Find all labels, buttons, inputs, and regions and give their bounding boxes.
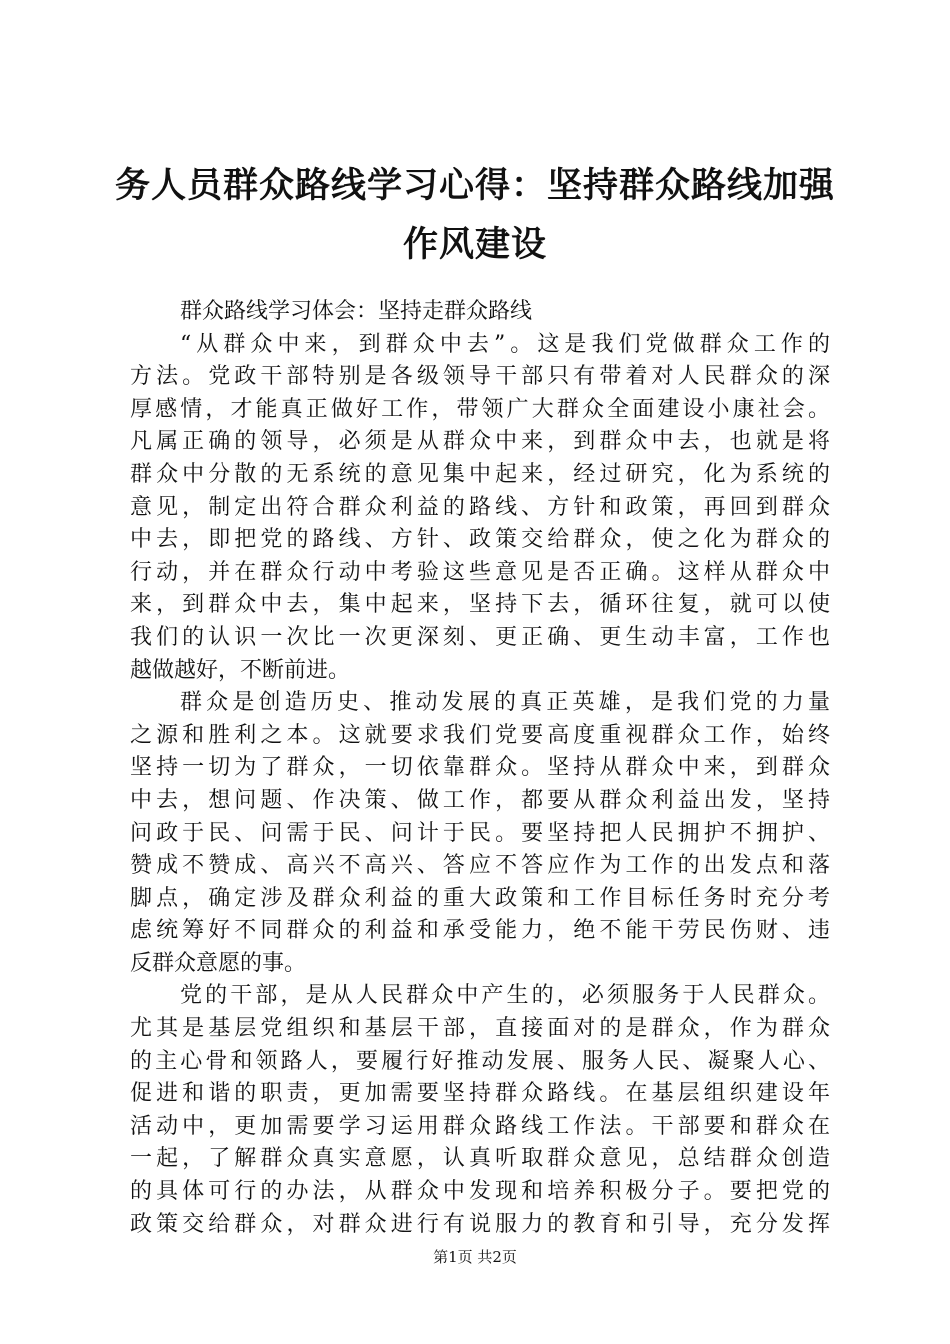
body-text-line: 群众是创造历史、推动发展的真正英雄，是我们党的力量 [180, 690, 830, 716]
body-text-line: 我们的认识一次比一次更深刻、更正确、更生动丰富，工作也 [130, 624, 830, 650]
body-text-line: 意见，制定出符合群众利益的路线、方针和政策，再回到群众 [130, 494, 830, 520]
body-text-line: 反群众意愿的事。 [130, 950, 307, 976]
body-text-line: 活动中，更加需要学习运用群众路线工作法。干部要和群众在 [130, 1113, 830, 1139]
body-text-line: 的具体可行的办法，从群众中发现和培养积极分子。要把党的 [130, 1179, 830, 1205]
body-text-line: 坚持一切为了群众，一切依靠群众。坚持从群众中来，到群众 [130, 755, 830, 781]
body-text-line: 虑统筹好不同群众的利益和承受能力，绝不能干劳民伤财、违 [130, 918, 830, 944]
body-text-line: 政策交给群众，对群众进行有说服力的教育和引导，充分发挥 [130, 1211, 830, 1237]
body-text-line: 赞成不赞成、高兴不高兴、答应不答应作为工作的出发点和落 [130, 853, 830, 879]
body-text-line: 中去，即把党的路线、方针、政策交给群众，使之化为群众的 [130, 527, 830, 553]
body-text-line: 一起，了解群众真实意愿，认真听取群众意见，总结群众创造 [130, 1146, 830, 1172]
body-text-line: 之源和胜利之本。这就要求我们党要高度重视群众工作，始终 [130, 722, 830, 748]
body-text-line: 厚感情，才能真正做好工作，带领广大群众全面建设小康社会。 [130, 396, 830, 422]
body-text-line: 中去，想问题、作决策、做工作，都要从群众利益出发，坚持 [130, 787, 830, 813]
body-text-line: 凡属正确的领导，必须是从群众中来，到群众中去，也就是将 [130, 429, 830, 455]
document-body [130, 296, 830, 1241]
body-text-line: 党的干部，是从人民群众中产生的，必须服务于人民群众。 [180, 983, 830, 1009]
body-text-line: 脚点，确定涉及群众利益的重大政策和工作目标任务时充分考 [130, 885, 830, 911]
body-text-line: 行动，并在群众行动中考验这些意见是否正确。这样从群众中 [130, 559, 830, 585]
body-text-line: 尤其是基层党组织和基层干部，直接面对的是群众，作为群众 [130, 1016, 830, 1042]
body-text-line: 群众中分散的无系统的意见集中起来，经过研究，化为系统的 [130, 461, 830, 487]
body-text-line: 来，到群众中去，集中起来，坚持下去，循环往复，就可以使 [130, 592, 830, 618]
body-text-line: 方法。党政干部特别是各级领导干部只有带着对人民群众的深 [130, 364, 830, 390]
body-text-line: 的主心骨和领路人，要履行好推动发展、服务人民、凝聚人心、 [130, 1048, 830, 1074]
body-text-line: “从群众中来，到群众中去”。这是我们党做群众工作的 [180, 331, 830, 357]
body-text-line: 问政于民、问需于民、问计于民。要坚持把人民拥护不拥护、 [130, 820, 830, 846]
body-text-line: 促进和谐的职责，更加需要坚持群众路线。在基层组织建设年 [130, 1081, 830, 1107]
page-footer: 第1页 共2页 [433, 1248, 517, 1266]
document-title-line-2: 作风建设 [402, 224, 547, 265]
body-text-line: 群众路线学习体会：坚持走群众路线 [180, 299, 533, 324]
body-text-line: 越做越好，不断前进。 [130, 657, 351, 683]
document-title-line-1: 务人员群众路线学习心得：坚持群众路线加强 [114, 165, 835, 206]
